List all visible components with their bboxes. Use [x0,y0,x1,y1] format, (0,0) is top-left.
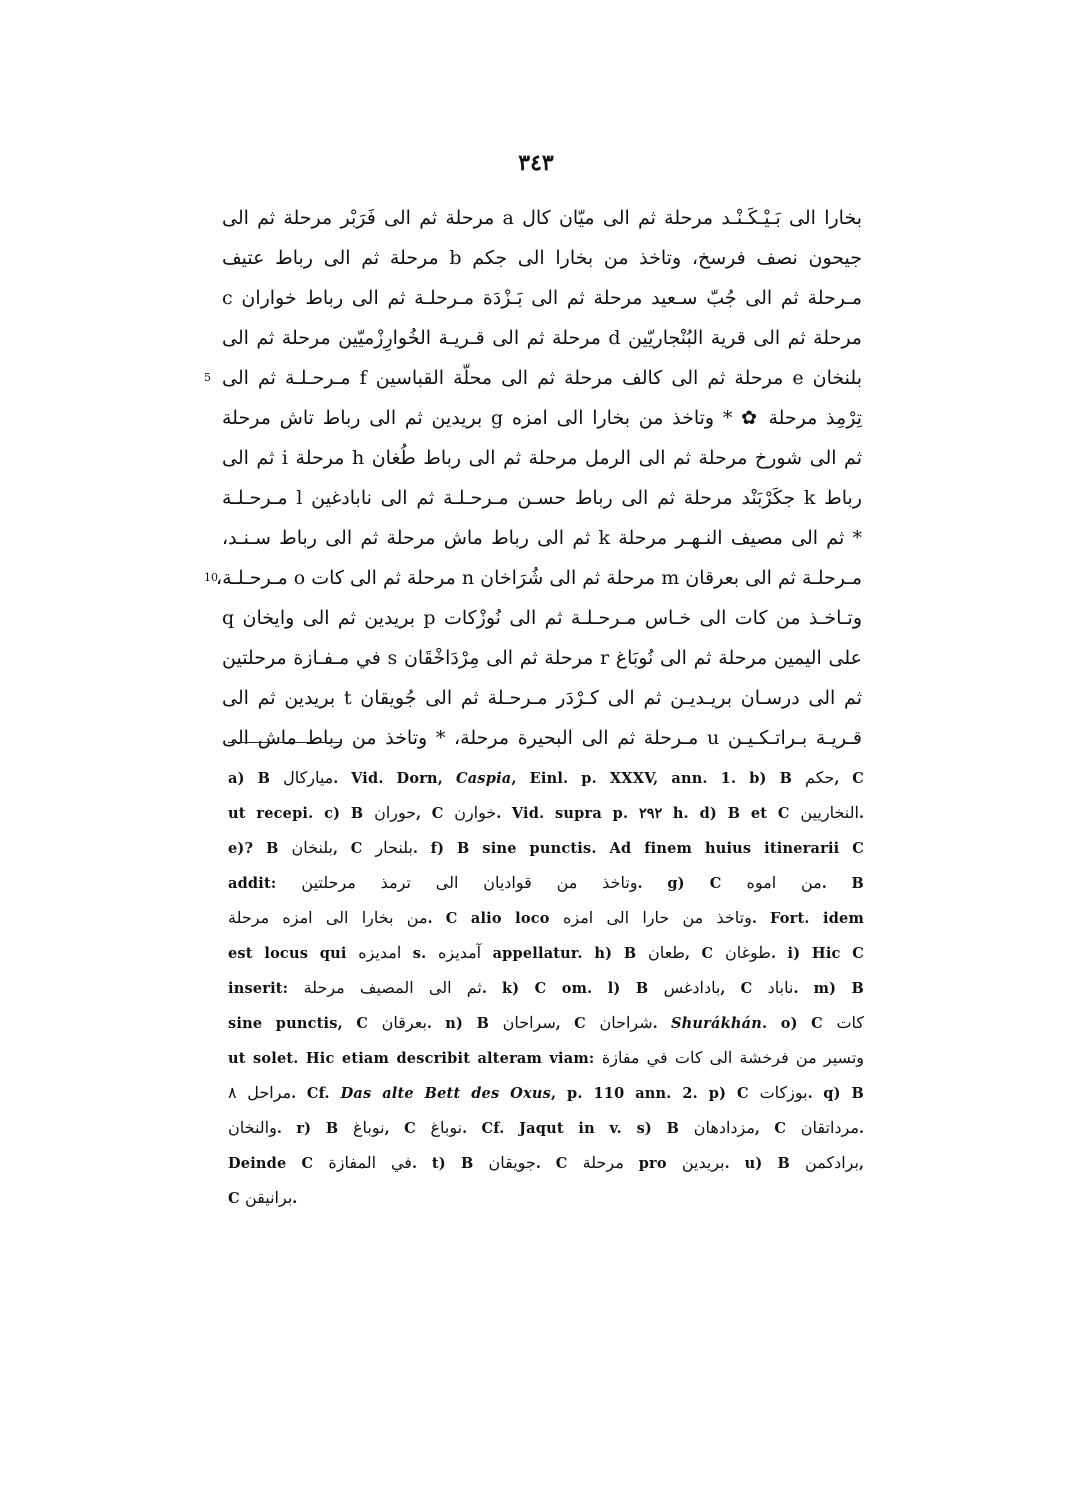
footnote-text: . g) C [637,875,747,892]
footnote-text: . Fort. idem [751,910,864,927]
footnote-line [228,1110,864,1145]
footnote-text: , C [384,1120,431,1137]
text-line [222,438,862,478]
text-line-content: مـرحلـة ثم الى بعرقان m مرحلة ثم الى شُرَاخان n مرحلة ثم الى كات o مـرحـلـة، [215,567,862,589]
text-line [222,318,862,358]
text-line-content: تِرْمِذ مرحلة ✿ * وتاخذ من بخارا الى امزه g بريدين ثم الى رباط تاش مرحلة [222,407,862,429]
footnote-text: . m) B [793,980,865,997]
text-line-content: بلنخان e مرحلة ثم الى كالف مرحلة ثم الى محلّة القباسين f مـرحـلـة ثم الى [222,367,862,389]
footnote-line [228,1180,864,1215]
footnote-arabic: بلنخان [291,838,333,857]
footnote-text: , C [332,840,376,857]
footnote-text: s. [401,945,439,962]
footnote-arabic: مزدادهان [693,1118,755,1137]
footnote-text: . f) B sine punctis. Ad finem huius itinerarii C [412,840,865,857]
footnote-italic: Das alte Bett des Oxus [340,1085,551,1102]
footnote-arabic: بلنحار [375,838,413,857]
text-line-content: مـرحلة ثم الى جُبّ سـعيد مرحلة ثم الى بَـزْدَة مـرحلـة ثم الى رباط خواران c [222,287,862,309]
footnote-italic: Caspia [456,770,512,787]
text-line-content: على اليمين مرحلة ثم الى نُوبَاغ r مرحلة ثم الى مِرْدَاخْقَان s في مـفـازة مرحلتين [222,647,862,669]
text-line [222,398,862,438]
footnote-arabic: برادكمن [805,1153,859,1172]
footnote-arabic: مرحلة [582,1153,624,1172]
arabic-main-text [204,198,863,758]
footnote-arabic: حوران [374,803,417,822]
footnote-text: . o) C [761,1015,837,1032]
footnote-arabic: ميارکال [283,768,334,787]
footnote-text: . r) B [276,1120,353,1137]
footnote-text: addit: [228,875,302,892]
footnote-text: , C [685,945,725,962]
text-line [222,678,862,718]
footnote-text: . C [535,1155,583,1172]
footnote-text: , C [834,770,865,787]
footnote-arabic: وتاخذ من قواديان الى ترمذ مرحلتين [301,873,638,892]
footnote-arabic: نوباغ [430,1118,463,1137]
footnote-line [228,795,864,830]
footnote-text: . n) B [426,1015,503,1032]
footnote-arabic: من اموه [746,873,822,892]
footnote-arabic: امديزه [358,943,402,962]
footnote-text: . C alio loco [427,910,563,927]
text-line [222,638,862,678]
footnote-arabic: مرداتقان [800,1118,859,1137]
footnote-text: . i) Hic C [770,945,864,962]
footnote-text: e)? B [228,840,292,857]
footnote-italic: Shurákhán [671,1015,762,1032]
text-line [222,198,862,238]
footnote-text: , C [754,1120,801,1137]
footnote-arabic: آمديزه [438,943,482,962]
text-line-content: ثم الى شورخ مرحلة ثم الى الرمل مرحلة ثم الى رباط طُغان h مرحلة i ثم الى [222,447,862,469]
footnote-arabic: بعرقان [381,1013,427,1032]
footnote-line [228,900,864,935]
footnote-line [228,935,864,970]
footnote-separator [228,742,340,743]
footnote-line [228,1075,864,1110]
footnote-text: . B [821,875,865,892]
footnote-arabic: وتسير من فرخشة الى كات في مفازة [601,1048,864,1067]
text-line [204,558,862,598]
footnotes [228,760,864,1215]
footnote-arabic: خوارن [454,803,497,822]
text-line [222,478,862,518]
page-number: ٣٤٣ [518,150,554,176]
footnote-text: a) B [228,770,284,787]
footnote-text: est locus qui [228,945,359,962]
text-line-content: * ثم الى مصيف النـهـر مرحلة k ثم الى رباط ماش مرحلة ثم الى رباط سـنـد، [222,527,862,549]
footnote-line [228,865,864,900]
footnote-text: Deinde C [228,1155,329,1172]
footnote-text: appellatur. h) B [481,945,648,962]
footnote-arabic: برانيقن [245,1188,293,1207]
footnote-arabic: سراحان [502,1013,556,1032]
footnote-text: , C [555,1015,600,1032]
footnote-arabic: شراحان [599,1013,653,1032]
footnote-arabic: طعان [647,943,686,962]
footnote-text: , Einl. p. XXXV, ann. 1. b) B [511,770,806,787]
text-line [222,518,862,558]
text-line-content: رباط k جكَرْبَنْد مرحلة ثم الى رباط حسـن مـرحـلـة ثم الى نابادغين l مـرحـلـة [222,487,862,509]
text-line-content: قـريـة بـراتـكـيـن u مـرحلة ثم الى البحيرة مرحلة، * وتاخذ من رباط ماش الى [222,727,862,749]
footnote-line [228,830,864,865]
footnote-text: . Vid. supra p. ٢٩٢ h. d) B et C [496,805,801,822]
footnote-line [228,760,864,795]
line-number: 10 [204,571,218,584]
footnote-text: . [858,805,864,822]
footnote-text: . u) B [724,1155,806,1172]
footnote-text: . Vid. Dorn, [333,770,457,787]
footnote-text: . [652,1015,672,1032]
footnote-text: . Cf. Jaqut in v. s) B [462,1120,694,1137]
footnote-arabic: بريدين [681,1153,725,1172]
footnote-line [228,1005,864,1040]
text-line [222,278,862,318]
footnote-arabic: بوزكات [759,1083,808,1102]
text-line-content: جيحون نصف فرسخ، وتاخذ من بخارا الى جكم b مرحلة ثم الى رباط عتيف [222,247,863,269]
footnote-text: inserit: [228,980,304,997]
footnote-line [228,1145,864,1180]
footnote-text: . t) B [411,1155,489,1172]
text-line [222,598,862,638]
footnote-arabic: نوباغ [352,1118,385,1137]
footnote-arabic: حکم [805,768,835,787]
text-line [204,358,862,398]
footnote-line [228,970,864,1005]
footnote-text: pro [623,1155,682,1172]
footnote-arabic: من بخارا الى امزه مرحلة [228,908,428,927]
footnote-text: . [858,1120,864,1137]
footnote-text: , C [416,805,455,822]
footnote-arabic: والنخان [228,1118,277,1137]
footnote-arabic: في المفازة [328,1153,412,1172]
footnote-text: sine punctis, C [228,1015,382,1032]
text-line [222,718,862,758]
footnote-text: C [228,1190,245,1207]
footnote-text: , p. 110 ann. 2. p) C [550,1085,760,1102]
footnote-text: . q) B [807,1085,865,1102]
text-line-content: وتـاخـذ من كات الى خـاس مـرحـلـة ثم الى نُوزْكات p بريدين ثم الى وايخان q [222,607,862,629]
footnote-line [228,1040,864,1075]
footnote-text: ut solet. Hic etiam describit alteram viam: [228,1050,602,1067]
footnote-arabic: كات [836,1013,864,1032]
line-number: 5 [204,371,211,384]
footnote-arabic: جويقان [488,1153,536,1172]
footnote-arabic: ثم الى المصيف مرحلة [303,978,482,997]
footnote-text: , [858,1155,864,1172]
footnote-arabic: مراحل ٨ [228,1083,292,1102]
footnote-arabic: النخاريين [800,803,859,822]
footnote-text: ut recepi. c) B [228,805,375,822]
footnote-text: . Cf. [291,1085,341,1102]
footnote-arabic: طوغان [724,943,771,962]
text-line [222,238,862,278]
footnote-arabic: بادادغس [663,978,721,997]
footnote-arabic: وتاخذ من حارا الى امزه [563,908,752,927]
footnote-text: , C [720,980,768,997]
text-line-content: ثم الى درسـان بريـديـن ثم الى كـرْدَر مـرحـلة ثم الى جُويقان t بريدين ثم الى [222,687,862,709]
footnote-arabic: ناباد [767,978,794,997]
footnote-text: . [292,1190,298,1207]
footnote-text: . k) C om. l) B [481,980,664,997]
text-line-content: مرحلة ثم الى قرية البُنْجاريّين d مرحلة ثم الى قـريـة الخُوارِزْميّين مرحلة ثم الى [222,327,862,349]
text-line-content: بخارا الى بَـيْـكَـنْـد مرحلة ثم الى ميّان كال a مرحلة ثم الى فَرَبْر مرحلة ثم الى [222,207,862,229]
